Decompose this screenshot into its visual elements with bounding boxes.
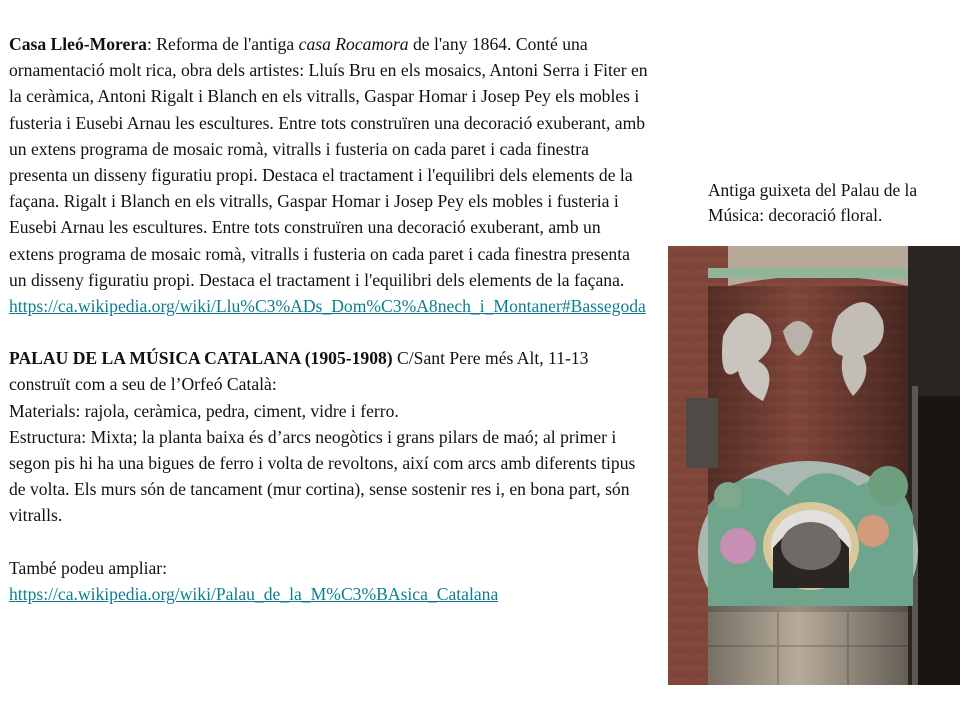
paragraph-spacer bbox=[9, 529, 649, 555]
leo-morera-wikipedia-link[interactable]: https://ca.wikipedia.org/wiki/Llu%C3%ADs_Dom%C3%A8nech_i_Montaner#Bassegoda bbox=[9, 296, 646, 317]
palau-address: C/Sant Pere més Alt, 11-13 construït com a seu de l’Orfeó Català: bbox=[9, 348, 589, 395]
paragraph-spacer bbox=[9, 319, 649, 345]
more-info-label: També podeu ampliar: bbox=[9, 557, 168, 578]
palau-title: PALAU DE LA MÚSICA CATALANA (1905-1908) bbox=[9, 348, 393, 369]
leo-morera-title: Casa Lleó-Morera bbox=[9, 34, 147, 54]
ticket-booth-photo bbox=[668, 246, 960, 685]
leo-morera-paragraph bbox=[9, 31, 649, 293]
leo-morera-description: de l'any 1864. Conté una ornamentació molt rica, obra dels artistes: Lluís Bru en els mosaics, Antoni Serra i Fiter en la ceràmica, Antoni Rigalt i Blanch en els vitralls, Gaspar Homar i Josep Pey els mobles i fusteria i Eusebi Arnau les escultures. Entre tots construïren una decoració exuberant, amb un extens programa de mosaic romà, vitralls i fusteria on cada paret i cada finestra presenta un disseny figuratiu propi. Destaca el tractament i l'equilibri dels elements de la façana. Rigalt i Blanch en els vitralls, Gaspar Homar i Josep Pey els mobles i fusteria i Eusebi Arnau les escultures. Entre tots construïren una decoració exuberant, amb un extens programa de mosaic romà, vitralls i fusteria on cada paret i cada finestra presenta un disseny figuratiu propi. Destaca el tractament i l'equilibri dels elements de la façana. bbox=[9, 34, 648, 290]
photo-caption: Antiga guixeta del Palau de la Música: decoració floral. bbox=[708, 180, 918, 225]
main-text-column bbox=[9, 31, 649, 607]
casa-rocamora-name: casa Rocamora bbox=[298, 34, 409, 54]
palau-structure: Estructura: Mixta; la planta baixa és d’arcs neogòtics i grans pilars de maó; al primer i segon pis hi ha una bigues de ferro i volta de revoltons, així com arcs amb diferents tipus de volta. Els murs són de tancament (mur cortina), sense sostenir res i, en bona part, són vitralls. bbox=[9, 426, 636, 526]
palau-heading-paragraph bbox=[9, 345, 649, 397]
palau-wikipedia-link[interactable]: https://ca.wikipedia.org/wiki/Palau_de_la_M%C3%BAsica_Catalana bbox=[9, 583, 499, 604]
palau-materials: Materials: rajola, ceràmica, pedra, ciment, vidre i ferro. bbox=[9, 400, 399, 421]
leo-morera-intro: : Reforma de l'antiga bbox=[146, 34, 299, 54]
